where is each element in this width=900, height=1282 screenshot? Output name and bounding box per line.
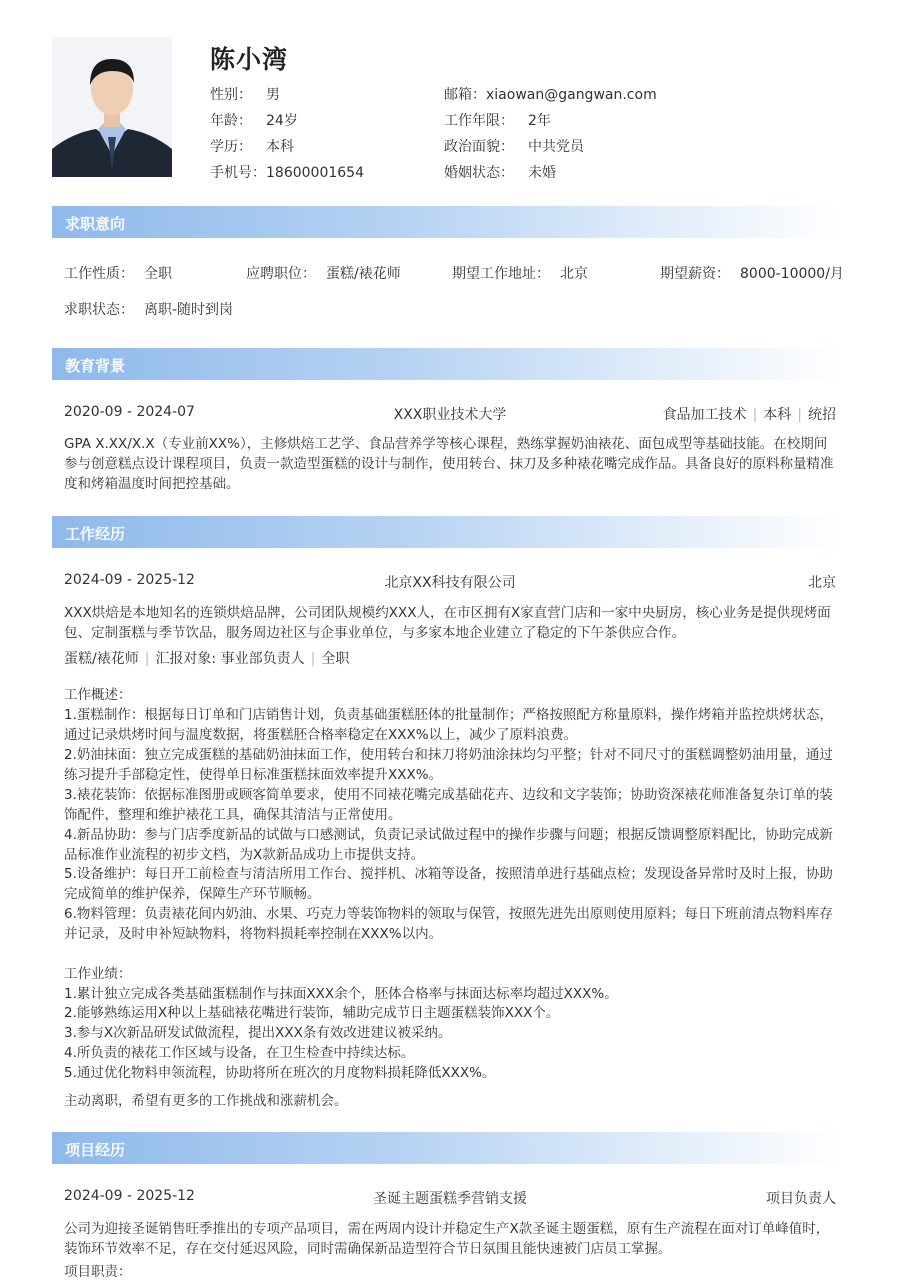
work-company: 北京XX科技有限公司 — [384, 575, 516, 591]
achievements-title: 工作业绩： — [64, 966, 132, 982]
divider: | — [144, 651, 150, 667]
overview-item: 4.新品协助：参与门店季度新品的试做与口感测试，负责记录试做过程中的操作步骤与问题；根据反馈调整原料配比，协助完成新品标准作业流程的初步文档，为X款新品成功上市提供支持。 — [64, 827, 833, 863]
education-major: 食品加工技术 — [662, 407, 747, 423]
overview-title: 工作概述： — [64, 687, 132, 703]
divider: | — [797, 407, 802, 423]
work-jobtype: 全职 — [321, 651, 350, 667]
education-mode: 统招 — [808, 407, 836, 423]
gender-info — [210, 84, 280, 104]
politics-label: 政治面貌： — [444, 139, 514, 155]
phone-label: 手机号： — [210, 165, 266, 181]
education-period: 2020-09 - 2024-07 — [64, 404, 195, 420]
overview-item: 5.设备维护：每日开工前检查与清洁所用工作台、搅拌机、冰箱等设备，按照清单进行基础点检；发现设备异常时及时上报，协助完成简单的维护保养，保障生产环节顺畅。 — [64, 866, 833, 902]
divider: | — [752, 407, 758, 423]
email-label: 邮箱： — [444, 87, 486, 103]
project-role: 项目负责人 — [766, 1191, 836, 1207]
section-header-work — [52, 516, 840, 548]
candidate-name: 陈小湾 — [210, 45, 289, 74]
achievement-item: 2.能够熟练运用X种以上基础裱花嘴进行装饰，辅助完成节日主题蛋糕装饰XXX个。 — [64, 1005, 560, 1021]
avatar — [52, 37, 172, 177]
education-label: 学历： — [210, 139, 252, 155]
section-header-education — [52, 348, 840, 380]
work-city: 北京 — [808, 575, 836, 591]
intent-type-value: 全职 — [144, 266, 172, 282]
intent-status-label: 求职状态： — [64, 302, 134, 318]
intent-salary — [660, 263, 844, 283]
intent-location-label: 期望工作地址： — [452, 266, 550, 282]
intent-status — [64, 299, 233, 319]
education-row — [64, 404, 836, 423]
section-title: 项目经历 — [65, 1141, 126, 1159]
work-role-line — [64, 649, 840, 669]
years-value: 2年 — [528, 113, 551, 129]
age-info — [210, 110, 298, 130]
education-meta — [663, 404, 836, 424]
section-title: 求职意向 — [65, 215, 126, 233]
politics-info — [444, 136, 584, 156]
work-row — [64, 572, 836, 591]
age-value: 24岁 — [266, 113, 298, 129]
project-row — [64, 1188, 836, 1207]
section-header-intent — [52, 206, 840, 238]
marital-value: 未婚 — [528, 165, 556, 181]
intent-salary-label: 期望薪资： — [660, 266, 730, 282]
profile-photo — [52, 37, 172, 177]
overview-item: 3.裱花装饰：依据标准图册或顾客简单要求，使用不同裱花嘴完成基础花卉、边纹和文字装饰；协助资深裱花师准备复杂订单的装饰配件，整理和维护裱花工具，确保其清洁与正常使用。 — [64, 787, 833, 823]
intent-position-label: 应聘职位： — [246, 266, 316, 282]
work-role: 蛋糕/裱花师 — [64, 651, 139, 667]
project-period: 2024-09 - 2025-12 — [64, 1188, 195, 1204]
intent-salary-value: 8000-10000/月 — [740, 266, 844, 282]
overview-item: 2.奶油抹面：独立完成蛋糕的基础奶油抹面工作，使用转台和抹刀将奶油涂抹均匀平整；针对不同尺寸的蛋糕调整奶油用量，通过练习提升手部稳定性，使得单日标准蛋糕抹面效率提升XXX%。 — [64, 747, 833, 783]
project-description: 公司为迎接圣诞销售旺季推出的专项产品项目，需在两周内设计并稳定生产X款圣诞主题蛋糕，原有生产流程在面对订单峰值时，装饰环节效率不足，存在交付延迟风险，同时需确保新品造型符合节日氛围且能快速被门店员工掌握。 — [64, 1221, 830, 1257]
politics-value: 中共党员 — [528, 139, 584, 155]
phone-info — [210, 162, 364, 182]
years-info — [444, 110, 551, 130]
marital-info — [444, 162, 556, 182]
intent-location — [452, 263, 588, 283]
section-title: 教育背景 — [65, 357, 126, 375]
phone-value: 18600001654 — [266, 165, 364, 181]
overview-item: 1.蛋糕制作：根据每日订单和门店销售计划，负责基础蛋糕胚体的批量制作；严格按照配方称量原料，操作烤箱并监控烘烤状态，通过记录烘烤时间与温度数据，将蛋糕胚合格率稳定在XXX%以上，减少了原料浪费。 — [64, 707, 833, 743]
gender-label: 性别： — [210, 87, 252, 103]
section-title: 工作经历 — [65, 525, 126, 543]
work-period: 2024-09 - 2025-12 — [64, 572, 195, 588]
section-header-project — [52, 1132, 840, 1164]
divider: | — [310, 651, 316, 667]
achievement-item: 3.参与X次新品研发试做流程，提出XXX条有效改进建议被采纳。 — [64, 1025, 452, 1041]
intent-status-value: 离职-随时到岗 — [144, 302, 234, 318]
email-info — [444, 84, 657, 104]
overview-item: 6.物料管理：负责裱花间内奶油、水果、巧克力等装饰物料的领取与保管，按照先进先出原则使用原料；每日下班前清点物料库存并记录，及时申补短缺物料，将物料损耗率控制在XXX%以内。 — [64, 906, 833, 942]
email-value[interactable]: xiaowan@gangwan.com — [486, 87, 657, 103]
achievement-item: 4.所负责的裱花工作区域与设备，在卫生检查中持续达标。 — [64, 1045, 415, 1061]
education-value: 本科 — [266, 139, 294, 155]
achievement-item: 5.通过优化物料申领流程，协助将所在班次的月度物料损耗降低XXX%。 — [64, 1065, 496, 1081]
project-name: 圣诞主题蛋糕季营销支援 — [373, 1191, 527, 1207]
intent-type-label: 工作性质： — [64, 266, 134, 282]
education-info — [210, 136, 294, 156]
project-duty-title: 项目职责： — [64, 1264, 132, 1280]
intent-type — [64, 263, 172, 283]
education-school: XXX职业技术大学 — [393, 407, 507, 423]
gender-value: 男 — [266, 87, 280, 103]
intent-location-value: 北京 — [560, 266, 588, 282]
company-description: XXX烘焙是本地知名的连锁烘焙品牌，公司团队规模约XXX人，在市区拥有X家直营门店和一家中央厨房，核心业务是提供现烤面包、定制蛋糕与季节饮品，服务周边社区与企事业单位，与多家本地企业建立了稳定的下午茶供应合作。 — [64, 605, 831, 641]
education-description: GPA X.XX/X.X（专业前XX%），主修烘焙工艺学、食品营养学等核心课程，熟练掌握奶油裱花、面包成型等基础技能。在校期间参与创意糕点设计课程项目，负责一款造型蛋糕的设计与制作，使用转台、抹刀及多种裱花嘴完成作品。具备良好的原料称量精准度和烤箱温度时间把控基础。 — [64, 436, 834, 492]
work-report: 汇报对象: 事业部负责人 — [155, 651, 305, 667]
intent-position-value: 蛋糕/裱花师 — [326, 266, 401, 282]
leave-reason: 主动离职，希望有更多的工作挑战和涨薪机会。 — [64, 1093, 348, 1109]
education-degree: 本科 — [763, 407, 792, 423]
achievement-item: 1.累计独立完成各类基础蛋糕制作与抹面XXX余个，胚体合格率与抹面达标率均超过XXX%。 — [64, 986, 618, 1002]
years-label: 工作年限： — [444, 113, 514, 129]
marital-label: 婚姻状态： — [444, 165, 514, 181]
age-label: 年龄： — [210, 113, 252, 129]
intent-position — [246, 263, 401, 283]
